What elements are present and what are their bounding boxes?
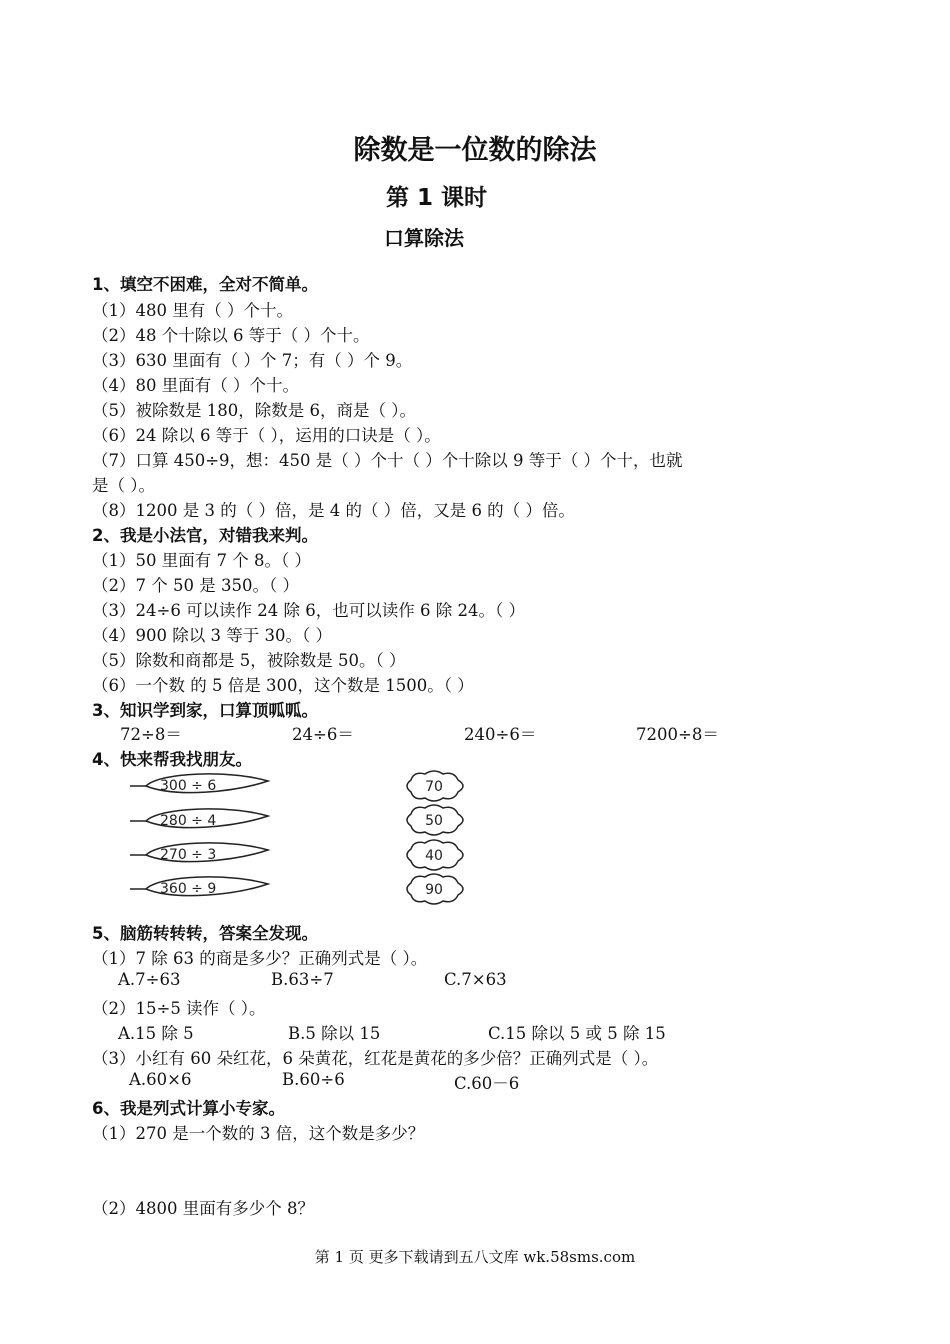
leaf-item <box>130 809 268 829</box>
q3-item: 7200÷8＝ <box>636 725 719 744</box>
q3-item: 72÷8＝ <box>120 725 182 744</box>
q1-line: （8）1200 是 3 的（ ）倍，是 4 的（ ）倍，又是 6 的（ ）倍。 <box>92 501 575 520</box>
lesson-label: 第 1 课时 <box>386 185 488 211</box>
flower-item <box>407 805 463 835</box>
q1-line: （7）口算 450÷9，想：450 是（ ）个十（ ）个十除以 9 等于（ ）个十，也就 <box>92 451 683 470</box>
q2-line: （5）除数和商都是 5，被除数是 50。（ ） <box>92 651 406 670</box>
q2-line: （2）7 个 50 是 350。（ ） <box>92 576 299 595</box>
q4-heading: 4、快来帮我找朋友。 <box>92 750 252 769</box>
q5-line: （1）7 除 63 的商是多少？正确列式是（ ）。 <box>92 949 428 968</box>
leaf-label: 280 ÷ 4 <box>160 813 217 829</box>
q1-line: （2）48 个十除以 6 等于（ ）个十。 <box>92 326 370 345</box>
flower-label: 70 <box>425 779 443 795</box>
leaf-label: 270 ÷ 3 <box>160 847 217 863</box>
q1-line: （6）24 除以 6 等于（ ），运用的口诀是（ ）。 <box>92 426 441 445</box>
leaf-item <box>130 774 268 794</box>
q2-line: （1）50 里面有 7 个 8。（ ） <box>92 551 311 570</box>
q2-line: （3）24÷6 可以读作 24 除 6，也可以读作 6 除 24。（ ） <box>92 601 526 620</box>
leaf-item <box>130 877 268 897</box>
flower-item <box>407 771 463 801</box>
q1-line: （5）被除数是 180，除数是 6，商是（ ）。 <box>92 401 416 420</box>
q3-item: 240÷6＝ <box>464 725 537 744</box>
flower-label: 50 <box>425 813 443 829</box>
q1-line: （1）480 里有（ ）个十。 <box>92 301 293 320</box>
q5-option: A.15 除 5 <box>118 1024 194 1043</box>
q5-line: （3）小红有 60 朵红花，6 朵黄花，红花是黄花的多少倍？正确列式是（ ）。 <box>92 1049 659 1068</box>
q5-option: C.60－6 <box>454 1074 520 1093</box>
q2-heading: 2、我是小法官，对错我来判。 <box>92 526 318 545</box>
matching-illustration <box>120 766 490 910</box>
q5-option: B.60÷6 <box>282 1070 345 1089</box>
flower-label: 90 <box>425 882 443 898</box>
leaf-label: 360 ÷ 9 <box>160 881 217 897</box>
q2-line: （6）一个数 的 5 倍是 300，这个数是 1500。（ ） <box>92 676 474 695</box>
q1-line: （4）80 里面有（ ）个十。 <box>92 376 299 395</box>
page-footer: 第 1 页 更多下载请到五八文库 wk.58sms.com <box>314 1248 636 1266</box>
q3-heading: 3、知识学到家，口算顶呱呱。 <box>92 701 318 720</box>
q2-line: （4）900 除以 3 等于 30。（ ） <box>92 626 332 645</box>
q6-line: （2）4800 里面有多少个 8？ <box>92 1199 314 1218</box>
page-title: 除数是一位数的除法 <box>353 135 597 166</box>
q5-option: C.15 除以 5 或 5 除 15 <box>488 1024 666 1043</box>
q6-line: （1）270 是一个数的 3 倍，这个数是多少？ <box>92 1124 425 1143</box>
q1-heading: 1、填空不困难，全对不简单。 <box>92 275 318 294</box>
q5-option: B.5 除以 15 <box>288 1024 381 1043</box>
q5-line: （2）15÷5 读作（ ）。 <box>92 999 266 1018</box>
leaf-label: 300 ÷ 6 <box>160 778 217 794</box>
leaf-item <box>130 843 268 863</box>
q1-line: 是（ ）。 <box>92 476 155 495</box>
q5-option: B.63÷7 <box>271 970 334 989</box>
q5-option: A.60×6 <box>129 1070 192 1089</box>
flower-item <box>407 874 463 904</box>
q6-heading: 6、我是列式计算小专家。 <box>92 1099 285 1118</box>
q5-heading: 5、脑筋转转转，答案全发现。 <box>92 924 318 943</box>
q5-option: C.7×63 <box>444 970 507 989</box>
topic-label: 口算除法 <box>384 226 464 250</box>
flower-label: 40 <box>425 848 443 864</box>
flower-item <box>407 840 463 870</box>
q3-item: 24÷6＝ <box>292 725 354 744</box>
q5-option: A.7÷63 <box>118 970 181 989</box>
q1-line: （3）630 里面有（ ）个 7；有（ ）个 9。 <box>92 351 413 370</box>
